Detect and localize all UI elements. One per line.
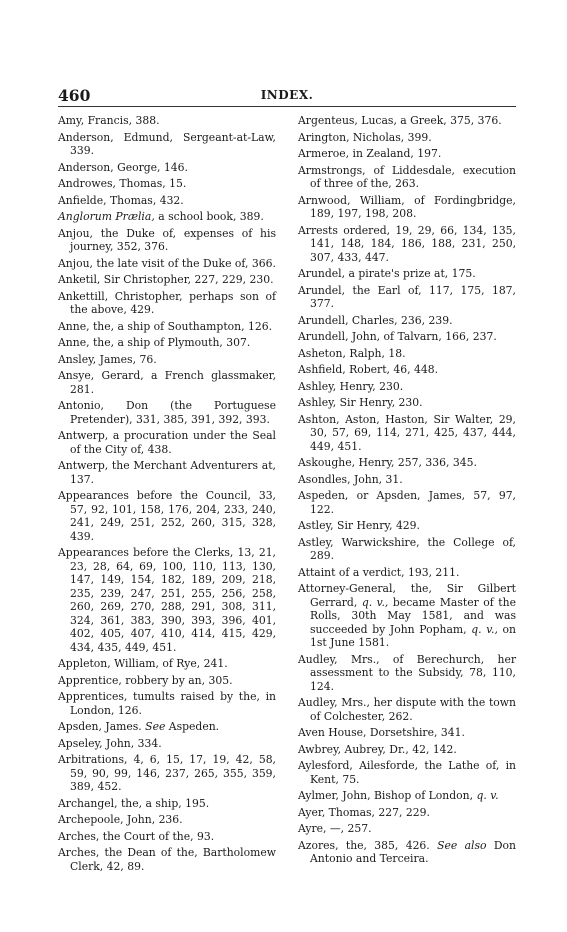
index-entry-text: Audley, Mrs., of Berechurch, her assessment to the Subsidy, 78, 110, 124. [298,652,516,693]
index-entry-text: Arundell, John, of Talvarn, 166, 237. [298,330,497,343]
index-entry-text: Anne, the, a ship of Southampton, 126. [58,319,273,333]
index-entry [58,657,276,671]
index-entry-text: Anjou, the Duke of, expenses of his journey, 352, 376. [58,226,276,253]
index-entry-text: Armeroe, in Zealand, 197. [298,147,442,160]
index-entry-text: Archangel, the, a ship, 195. [58,796,210,810]
index-entry [298,380,516,394]
header-rule [58,106,516,107]
index-entry-text: Armstrongs, of Liddesdale, execution of three of the, 263. [298,163,516,190]
index-entry [298,806,516,820]
page-number: 460 [58,86,91,105]
index-entry [298,759,516,786]
index-entry [58,320,276,334]
index-entry-text: Anjou, the late visit of the Duke of, 366. [58,256,276,270]
index-entry [58,737,276,751]
index-entry-text: Askoughe, Henry, 257, 336, 345. [298,456,477,469]
index-entry-text: Amy, Francis, 388. [58,114,160,127]
right-index-column [298,114,516,869]
index-entry [298,194,516,221]
index-entry-text: Apprentices, tumults raised by the, in London, 126. [58,690,276,717]
index-entry [58,353,276,367]
index-entry-italic: Anglorum Prælia, [58,210,155,223]
index-entry-text: Appearances before the Council, 33, 57, 92, 101, 158, 176, 204, 233, 240, 241, 249, 251, 252, 260, 315, 328, 439. [58,489,276,543]
index-entry [58,459,276,486]
index-entry [298,566,516,580]
index-entry [298,131,516,145]
index-entry-text: Asheton, Ralph, 18. [298,346,406,360]
index-entry-text: Audley, Mrs., her dispute with the town of Colchester, 262. [298,696,516,723]
index-entry [58,797,276,811]
index-entry [298,224,516,265]
index-entry [58,369,276,396]
index-entry [298,314,516,328]
index-entry [298,789,516,803]
running-head: INDEX. [260,88,314,102]
index-entry [58,489,276,543]
index-entry [298,582,516,650]
index-entry [298,164,516,191]
index-entry-text: Anderson, George, 146. [58,160,188,174]
index-entry [58,336,276,350]
index-entry [298,473,516,487]
index-entry [58,813,276,827]
index-entry-text: became Master of the Rolls, 30th May 1581, and was succeeded by John Popham, [310,595,516,636]
index-entry-text: Arundel, the Earl of, 117, 175, 187, 377. [298,283,516,310]
index-entry-text: Ashley, Henry, 230. [298,379,404,393]
index-entry [298,114,516,128]
index-entry-text: Apseley, John, 334. [58,736,162,750]
index-entry-text: Apsden, James. [58,720,142,733]
index-entry-text: Azores, the, 385, 426. [298,838,438,852]
index-entry-text: Anketil, Sir Christopher, 227, 229, 230. [58,273,274,286]
index-entry-text: Aven House, Dorsetshire, 341. [298,726,465,739]
index-entry [298,347,516,361]
index-entry-text: Asondles, John, 31. [298,472,403,486]
index-entry [58,720,276,734]
index-entry-text: Antwerp, a procuration under the Seal of the City of, 438. [58,429,276,456]
index-entry-text: Arches, the Court of the, 93. [58,829,215,843]
index-entry-text: Appleton, William, of Rye, 241. [58,657,228,670]
index-entry [58,227,276,254]
index-entry [58,161,276,175]
index-entry-text: Aylesford, Ailesforde, the Lathe of, in Kent, 75. [298,759,516,786]
index-entry [58,429,276,456]
index-entry [58,674,276,688]
index-entry-text: Astley, Sir Henry, 429. [298,519,420,532]
index-entry-text: on 1st June 1581. [310,622,516,649]
index-entry-italic: q. v. [476,789,499,802]
index-entry-text: Astley, Warwickshire, the College of, 289. [298,535,516,562]
index-entry-italic: q. v., [471,622,498,636]
index-entry-italic: See [145,720,166,733]
index-entry-text: a school book, 389. [154,210,264,223]
index-entry [298,489,516,516]
index-entry [298,147,516,161]
index-entry-text: Anne, the, a ship of Plymouth, 307. [58,336,251,349]
index-entry-text: Awbrey, Aubrey, Dr., 42, 142. [298,742,457,756]
index-entry-text: Arbitrations, 4, 6, 15, 17, 19, 42, 58, 59, 90, 99, 146, 237, 265, 355, 359, 389, 452. [58,753,276,793]
index-entry [298,267,516,281]
index-entry-text: Aspeden. [165,720,220,733]
index-entry-text: Antonio, Don (the Portuguese Pretender), 331, 385, 391, 392, 393. [58,399,276,426]
index-entry-text: Ayer, Thomas, 227, 229. [298,805,430,819]
index-entry [58,846,276,873]
left-index-column [58,114,276,876]
index-entry [298,456,516,470]
index-entry-italic: q. v., [361,595,389,609]
index-entry-text: Anfielde, Thomas, 432. [58,193,184,207]
index-entry-text: Arundell, Charles, 236, 239. [298,313,453,327]
index-entry [58,210,276,224]
index-entry [58,177,276,191]
index-entry-text: Arrests ordered, 19, 29, 66, 134, 135, 141, 148, 184, 186, 188, 231, 250, 307, 433, 447. [298,223,516,264]
index-entry [58,290,276,317]
index-entry-text: Attorney-General, the, Sir Gilbert Gerrard, [298,582,516,609]
index-entry [58,753,276,794]
index-entry [58,830,276,844]
page-header [58,86,516,106]
index-entry-text: Archepoole, John, 236. [58,813,183,826]
index-entry-text: Androwes, Thomas, 15. [58,177,187,190]
index-entry [58,131,276,158]
index-entry-text: Ansye, Gerard, a French glassmaker, 281. [58,369,276,396]
index-entry-text: Apprentice, robbery by an, 305. [58,673,233,687]
index-entry-text: Ankettill, Christopher, perhaps son of the above, 429. [58,289,276,316]
index-entry-text: Aylmer, John, Bishop of London, [298,789,477,802]
index-entry [58,399,276,426]
index-entry [298,330,516,344]
index-entry [298,653,516,694]
index-entry-text: Anderson, Edmund, Sergeant-at-Law, 339. [58,130,276,157]
index-entry [298,413,516,454]
index-entry [58,194,276,208]
index-entry [58,546,276,654]
index-entry-text: Ashfield, Robert, 46, 448. [298,363,439,376]
index-entry-text: Antwerp, the Merchant Adventurers at, 137. [58,459,276,486]
index-entry-italic: See also [437,838,487,852]
index-entry [298,396,516,410]
index-entry-text: Ayre, —, 257. [298,822,372,835]
index-entry-text: Ashley, Sir Henry, 230. [298,396,423,409]
index-entry [58,273,276,287]
index-entry-text: Ansley, James, 76. [58,352,157,366]
index-entry-text: Ashton, Aston, Haston, Sir Walter, 29, 30, 57, 69, 114, 271, 425, 437, 444, 449, 451. [298,412,516,453]
index-entry [298,839,516,866]
index-entry [58,114,276,128]
index-entry [58,690,276,717]
index-entry [298,743,516,757]
index-entry-text: Attaint of a verdict, 193, 211. [298,565,460,579]
index-entry-text: Argenteus, Lucas, a Greek, 375, 376. [298,114,502,127]
index-entry-text: Arnwood, William, of Fordingbridge, 189, 197, 198, 208. [298,193,516,220]
index-entry-text: Appearances before the Clerks, 13, 21, 23, 28, 64, 69, 100, 110, 113, 130, 147, 149, 154, 182, 189, 209, 218, 235, 239, 247, 251, 255, 256, 258, 260, 269, 270, 288, 291, 308, 311, 324, 361, 383, 390, 393, 396, 401, 402, 405, 407, 410, 414, 415, 429, 434, 435, 449, 451. [58,546,276,654]
index-entry-text: Arches, the Dean of the, Bartholomew Clerk, 42, 89. [58,846,276,873]
index-entry [298,696,516,723]
index-entry-text: Aspeden, or Apsden, James, 57, 97, 122. [298,489,516,516]
index-entry [298,284,516,311]
index-entry [298,536,516,563]
index-entry [298,726,516,740]
index-entry [298,363,516,377]
index-entry-text: Don Antonio and Terceira. [310,838,516,865]
index-entry-text: Arington, Nicholas, 399. [298,130,432,144]
index-entry [298,822,516,836]
index-entry-text: Arundel, a pirate's prize at, 175. [298,267,476,280]
index-entry [58,257,276,271]
index-entry [298,519,516,533]
